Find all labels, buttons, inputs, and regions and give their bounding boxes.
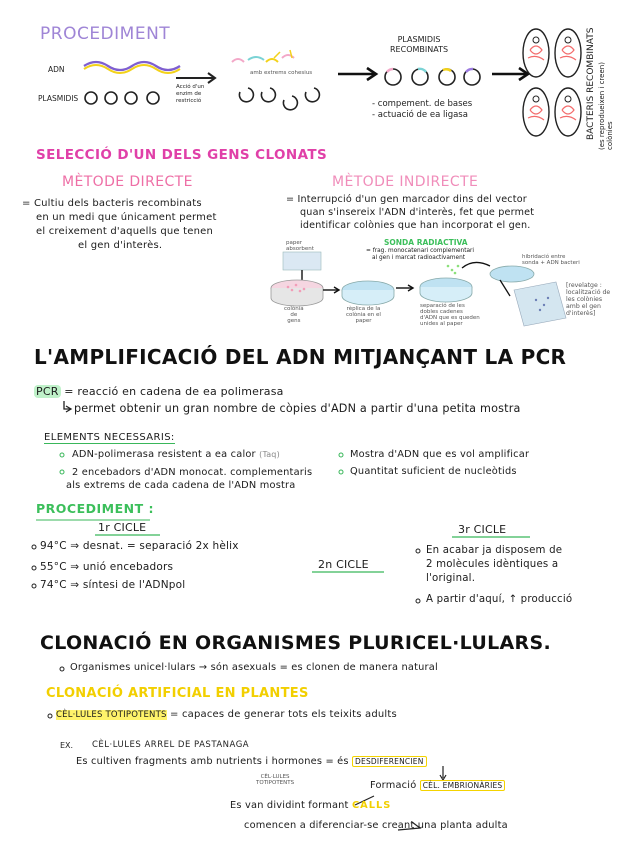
totipotents-line bbox=[56, 709, 397, 720]
totipotents-def: = capaces de generar tots els teixits adults bbox=[169, 709, 397, 720]
cicle-3-text: En acabar ja disposem de 2 molècules idèntiques a l'original. bbox=[426, 545, 563, 584]
sonda-title: SONDA RADIACTIVA bbox=[384, 238, 468, 247]
cicle-1: 1r CICLE bbox=[98, 521, 147, 534]
element-2: 2 encebadors d'ADN monocat. complementaris als extrems de cada cadena de l'ADN mostra bbox=[66, 467, 313, 491]
totipotents-term: CÈL·LULES TOTIPOTENTS bbox=[56, 710, 167, 720]
metode-indirecte-text: = Interrupció d'un gen marcador dins del vector quan s'insereix l'ADN d'interès, fet que permet identificar colònies que han incorporat el gen. bbox=[286, 194, 535, 231]
colonia-label: colònia de gens bbox=[284, 306, 304, 324]
enzim-label: Acció d'un enzim de restricció bbox=[176, 84, 205, 104]
ex-label: EX. bbox=[60, 741, 74, 750]
step-3: 74°C ⇒ síntesi de l'ADNpol bbox=[40, 579, 186, 591]
elements-title: ELEMENTS NECESSARIS: bbox=[44, 432, 175, 443]
separacio-label: separació de les dobles cadenes d'ADN que es queden unides al paper bbox=[420, 303, 480, 327]
metode-directe-title: MÈTODE DIRECTE bbox=[62, 174, 193, 190]
plasmidis-label: PLASMIDIS bbox=[38, 94, 79, 103]
cicle-2: 2n CICLE bbox=[318, 558, 369, 571]
sonda-definition: = frag. monocatenari complementari al gen i marcat radioactivament bbox=[366, 248, 475, 261]
diferenciar-line: comencen a diferenciar-se creant una planta adulta bbox=[244, 820, 508, 831]
recombinats-title: PLASMIDIS RECOMBINATS bbox=[390, 35, 449, 54]
hibridacio-label: hibridació entre sonda + ADN bacteri bbox=[522, 254, 580, 266]
cicle-3: 3r CICLE bbox=[458, 523, 507, 536]
metode-indirecte-title: MÈTODE INDIRECTE bbox=[332, 174, 479, 190]
dividint-line: Es van dividint formant CALLS bbox=[230, 800, 392, 811]
callus-tag: CALLS bbox=[351, 800, 392, 811]
pcr-title: L'AMPLIFICACIÓ DEL ADN MITJANÇANT LA PCR bbox=[34, 345, 567, 369]
bacteris-label: BACTERIS RECOMBINATS bbox=[586, 27, 596, 140]
revelatge-label: [revelatge : localització de les colònies amb el gen d'interès] bbox=[566, 282, 611, 317]
clonacio-title: CLONACIÓ EN ORGANISMES PLURICEL·LULARS. bbox=[40, 632, 551, 654]
formacio-line: Formació CÈL. EMBRIONÀRIES bbox=[370, 780, 505, 791]
seleccio-title: SELECCIÓ D'UN DELS GENS CLONATS bbox=[36, 147, 328, 163]
cicle-3-extra: A partir d'aquí, ↑ producció bbox=[426, 594, 573, 605]
replica-label: rèplica de la colònia en el paper bbox=[346, 306, 381, 324]
pcr-sub: permet obtenir un gran nombre de còpies d'ADN a partir d'una petita mostra bbox=[74, 402, 521, 415]
pcr-def: = reacció en cadena de ea polimerasa bbox=[64, 385, 284, 398]
ex-title: CÈL·LULES ARREL DE PASTANAGA bbox=[92, 740, 250, 750]
procediment-title: PROCEDIMENT bbox=[40, 24, 171, 44]
bacteris-sub: (es reprodueixen i creen) colònies bbox=[598, 62, 614, 150]
step-1: 94°C ⇒ desnat. = separació 2x hèlix bbox=[40, 540, 239, 552]
cell-totipotents-label: CÈL·LULES TOTIPOTENTS bbox=[256, 774, 295, 786]
recombinats-notes: - compement. de bases - actuació de ea ligasa bbox=[372, 99, 473, 120]
paper-label: paper absorbent bbox=[286, 240, 314, 252]
metode-directe-text: = Cultiu dels bacteris recombinats en un medi que únicament permet el creixement d'aquells que tenen el gen d'interès. bbox=[22, 198, 217, 251]
pcr-tag: PCR bbox=[36, 385, 59, 398]
embrionaries-tag: CÈL. EMBRIONÀRIES bbox=[420, 780, 506, 791]
cultiu-line: Es cultiven fragments amb nutrients i hormones = és DESDIFERENCIEN bbox=[76, 756, 427, 767]
clonacio-artificial-title: CLONACIÓ ARTIFICIAL EN PLANTES bbox=[46, 686, 309, 701]
sticky-ends-label: amb extrems cohesius bbox=[250, 70, 313, 76]
step-2: 55°C ⇒ unió encebadors bbox=[40, 561, 174, 573]
element-3: Mostra d'ADN que es vol amplificar bbox=[350, 449, 530, 460]
clonacio-line-1: Organismes unicel·lulars → són asexuals = es clonen de manera natural bbox=[70, 662, 438, 673]
desdiferencien-tag: DESDIFERENCIEN bbox=[352, 756, 426, 767]
pcr-procediment-title: PROCEDIMENT : bbox=[36, 501, 154, 516]
pcr-definition bbox=[34, 385, 284, 398]
adn-label: ADN bbox=[48, 65, 65, 74]
element-4: Quantitat suficient de nucleòtids bbox=[350, 466, 517, 477]
element-1: ADN-polimerasa resistent a ea calor (Taq) bbox=[72, 449, 280, 460]
